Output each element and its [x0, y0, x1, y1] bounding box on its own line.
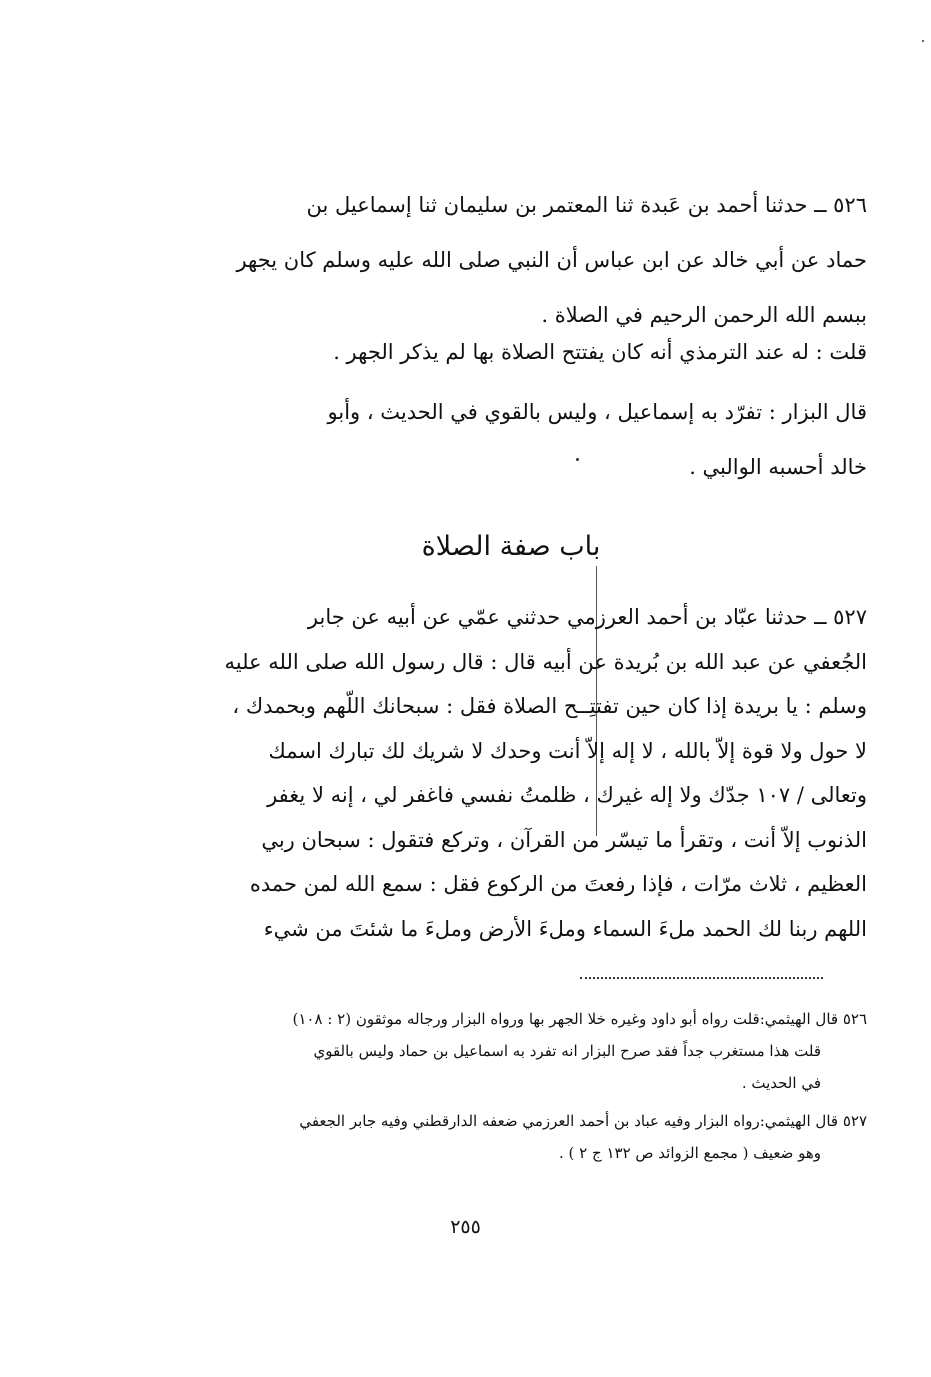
- hadith-526-paragraph: [155, 178, 867, 343]
- footnote-526: [155, 1003, 867, 1099]
- footnote-line: في الحديث .: [741, 1074, 821, 1092]
- footnotes: [155, 1003, 867, 1169]
- hadith-527-paragraph: [155, 595, 867, 951]
- text-line: العظيم ، ثلاث مرّات ، فإذا رفعتَ من الركوع فقل : سمع الله لمن حمده: [249, 872, 867, 896]
- footnote-line: وهو ضعيف ( مجمع الزوائد ص ١٣٢ ج ٢ ) .: [559, 1144, 821, 1162]
- footnote-line: ٥٢٧ قال الهيثمي:رواه البزار وفيه عباد بن أحمد العرزمي ضعفه الدارقطني وفيه جابر الجعفي: [299, 1112, 867, 1130]
- text-line: قال البزار : تفرّد به إسماعيل ، وليس بالقوي في الحديث ، وأبو: [327, 400, 867, 424]
- text-line: ٥٢٧ ــ حدثنا عبّاد بن أحمد العرزمي حدثني عمّي عن أبيه عن جابر: [307, 605, 867, 629]
- text-line: وسلم : يا بريدة إذا كان حين تفتتِــح الصلاة فقل : سبحانك اللّهم وبحمدك ،: [232, 694, 867, 718]
- text-line: ببسم الله الرحمن الرحيم في الصلاة .: [541, 303, 867, 327]
- text-line: الجُعفي عن عبد الله بن بُريدة عن أبيه قال : قال رسول الله صلى الله عليه: [224, 649, 867, 674]
- text-line: الذنوب إلاّ أنت ، وتقرأ ما تيسّر من القرآن ، وتركع فتقول : سبحان ربي: [261, 827, 867, 852]
- author-note-paragraph: [155, 325, 867, 380]
- text-line: ٥٢٦ ــ حدثنا أحمد بن عَبدة ثنا المعتمر بن سليمان ثنا إسماعيل بن: [306, 193, 867, 217]
- footnote-separator: [580, 977, 823, 979]
- scan-speck: [576, 458, 579, 461]
- text-line: اللهم ربنا لك الحمد ملءَ السماء وملءَ الأرض وملءَ ما شئتَ من شيء: [263, 916, 867, 941]
- footnote-527: [155, 1105, 867, 1169]
- text-line: خالد أحسبه الوالبي .: [689, 455, 867, 479]
- text-line: لا حول ولا قوة إلاّ بالله ، لا إله إلاّ أنت وحدك لا شريك لك تبارك اسمك: [268, 738, 867, 763]
- bazzar-comment-paragraph: [155, 385, 867, 495]
- footnote-line: قلت هذا مستغرب جداً فقد صرح البزار انه تفرد به اسماعيل بن حماد وليس بالقوي: [313, 1042, 821, 1060]
- chapter-heading: باب صفة الصلاة: [421, 531, 601, 562]
- text-line: وتعالى / ١٠٧ جدّك ولا إله غيرك ، ظلمتُ نفسي فاغفر لي ، إنه لا يغفر: [267, 783, 867, 807]
- text-line: حماد عن أبي خالد عن ابن عباس أن النبي صلى الله عليه وسلم كان يجهر: [236, 248, 867, 272]
- footnote-line: ٥٢٦ قال الهيثمي:قلت رواه أبو داود وغيره خلا الجهر بها ورواه البزار ورجاله موثقون (٢ : ١٠٨): [292, 1010, 867, 1028]
- page-number: ٢٥٥: [450, 1216, 481, 1238]
- scan-speck: [922, 40, 924, 42]
- text-line: قلت : له عند الترمذي أنه كان يفتتح الصلاة بها لم يذكر الجهر .: [333, 340, 867, 364]
